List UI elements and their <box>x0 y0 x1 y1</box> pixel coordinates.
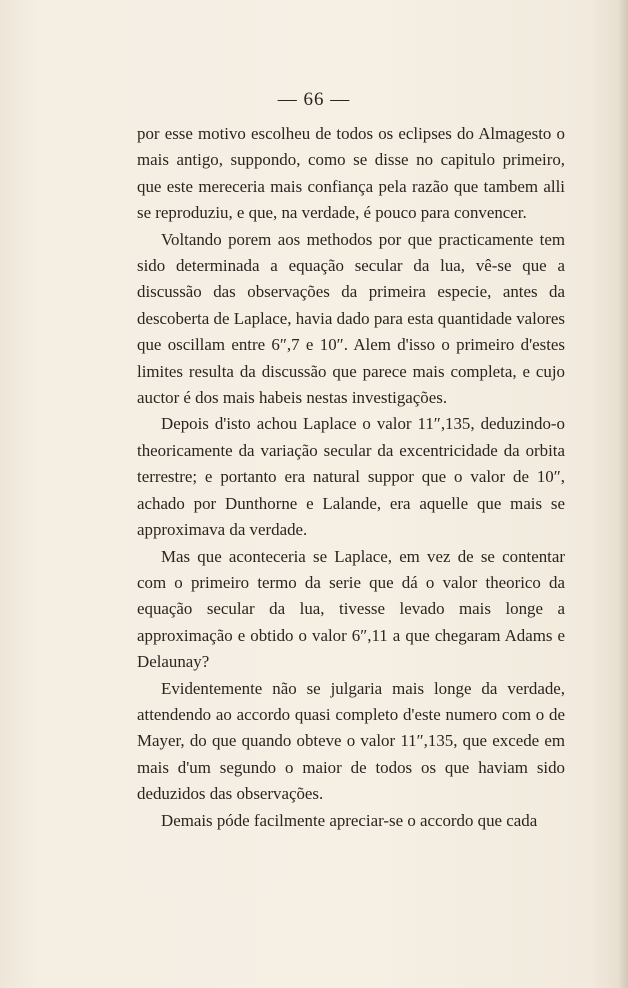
page-edge-shadow <box>618 0 628 988</box>
paragraph-1: por esse motivo escolheu de todos os eclipses do Almagesto o mais antigo, suppondo, como se disse no capitulo primeiro, que este mereceria mais confiança pela razão que tambem alli se reproduziu, e que, na verdade, é pouco para convencer. <box>137 124 565 223</box>
paragraph-5: Evidentemente não se julgaria mais longe da verdade, attendendo ao accordo quasi completo d'este numero com o de Mayer, do que quando obteve o valor 11″,135, que excede em mais d'um segundo o maior de todos os que haviam sido deduzidos das observações. <box>137 678 565 804</box>
body-text <box>137 121 565 834</box>
paragraph-2: Voltando porem aos methodos por que practicamente tem sido determinada a equação secular da lua, vê-se que a discussão das observações da primeira especie, antes da descoberta de Laplace, havia dado para esta quantidade valores que oscillam entre 6″,7 e 10″. Alem d'isso o primeiro d'estes limites resulta da discussão que parece mais completa, e cujo auctor é dos mais habeis nestas investigações. <box>137 229 565 408</box>
page-number: — 66 — <box>277 89 351 110</box>
paragraph-3: Depois d'isto achou Laplace o valor 11″,135, deduzindo-o theoricamente da variação secular da excentricidade da orbita terrestre; e portanto era natural suppor que o valor de 10″, achado por Dunthorne e Lalande, era aquelle que mais se approximava da verdade. <box>137 414 565 540</box>
paragraph-4: Mas que aconteceria se Laplace, em vez de se contentar com o primeiro termo da serie que dá o valor theorico da equação secular da lua, tivesse levado mais longe a approximação e obtido o valor 6″,11 a que chegaram Adams e Delaunay? <box>137 546 565 672</box>
paragraph-6: Demais póde facilmente apreciar-se o accordo que cada <box>161 810 538 830</box>
